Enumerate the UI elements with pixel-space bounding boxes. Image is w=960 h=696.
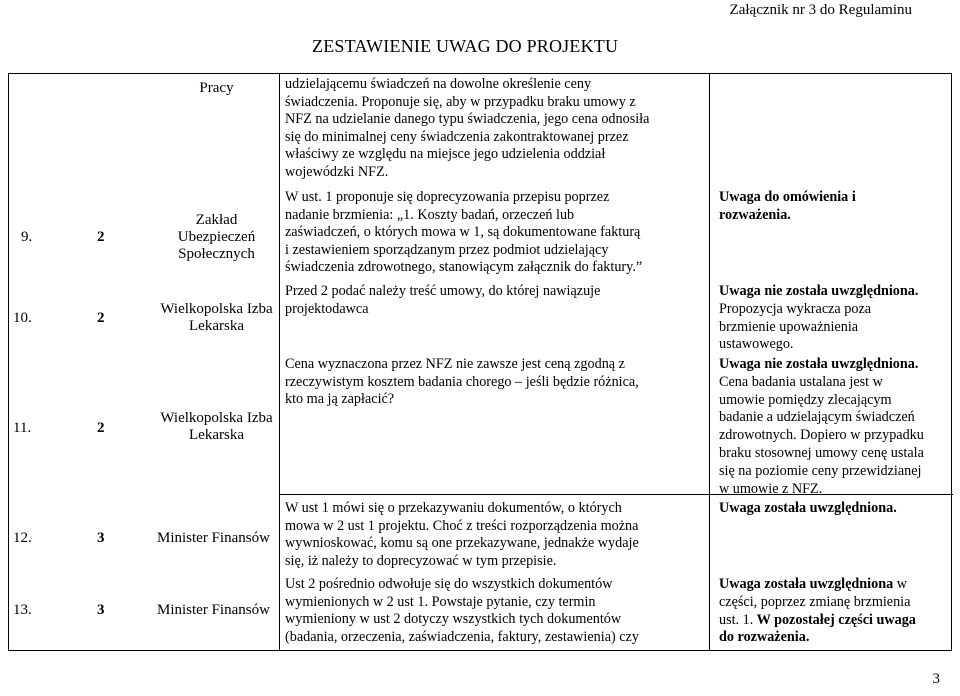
attachment-label: Załącznik nr 3 do Regulaminu [729, 2, 912, 18]
response-bold: W pozostałej części uwaga [753, 611, 916, 628]
org-cell [159, 212, 274, 263]
comment-line: się do minimalnej ceny świadczenia zakontraktowanej przez [285, 128, 629, 145]
row-number: 11. [13, 420, 32, 436]
comment-line: wymieniony w ust 2 dotyczy wszystkich tych dokumentów [285, 611, 622, 628]
org-cell [159, 301, 274, 335]
row-number: 13. [13, 602, 32, 618]
comment-line: i zestawieniem sporządzanym przez podmiot udzielający [285, 241, 609, 258]
response-line: Uwaga została uwzględniona. [719, 500, 897, 516]
response-line [719, 594, 955, 612]
paragraph-number: 2 [97, 420, 105, 436]
comment-cell [285, 356, 705, 409]
response-line [719, 576, 955, 594]
response-cell [719, 356, 957, 498]
response-line: Uwaga do omówienia i [719, 189, 856, 205]
comment-line: projektodawca [285, 300, 369, 317]
comment-line: nadanie brzmienia: „1. Koszty badań, orzeczeń lub [285, 206, 575, 223]
paragraph-number: 2 [97, 229, 105, 245]
row-number: 10. [13, 310, 32, 326]
comment-cell [285, 576, 705, 646]
response-line: ustawowego. [719, 336, 794, 353]
comment-line: (badania, orzeczenia, zaświadczenia, faktury, zestawienia) czy [285, 628, 639, 645]
comment-line: W ust 1 mówi się o przekazywaniu dokumentów, o których [285, 500, 622, 516]
response-line [719, 612, 955, 630]
comment-cell [285, 189, 705, 277]
org-line: Minister Finansów [157, 602, 270, 618]
response-cell [719, 500, 949, 518]
org-line: Zakład [195, 212, 238, 228]
org-cell [159, 410, 274, 444]
comment-line: Cena wyznaczona przez NFZ nie zawsze jest ceną zgodną z [285, 356, 625, 372]
response-line: Propozycja wykracza poza [719, 300, 872, 317]
response-line: Uwaga nie została uwzględniona. [719, 283, 919, 299]
response-line: Uwaga nie została uwzględniona. [719, 356, 919, 372]
row-divider [279, 494, 953, 495]
page-number: 3 [932, 671, 940, 687]
response-bold: Uwaga została uwzględniona [719, 576, 894, 592]
comment-line: wymienionych w 2 ust 1. Powstaje pytanie, czy termin [285, 593, 596, 610]
org-line: Społecznych [178, 246, 255, 262]
comment-cell [285, 76, 705, 182]
response-bold: do rozważenia. [719, 629, 810, 646]
org-line: Wielkopolska Izba [160, 301, 273, 317]
org-line: Lekarska [189, 318, 244, 334]
comment-line: świadczenia zdrowotnego, stanowiącym załącznik do faktury.” [285, 259, 643, 276]
org-line: Minister Finansów [157, 530, 270, 546]
response-line: Cena badania ustalana jest w [719, 373, 883, 390]
org-cell [157, 602, 277, 620]
row-number: 12. [13, 530, 32, 546]
paragraph-number: 3 [97, 530, 105, 546]
response-text: w [893, 576, 907, 592]
comment-line: właściwy ze względu na miejsce jego udzielenia oddział [285, 146, 606, 163]
response-line [719, 629, 955, 647]
org-cell: Pracy [199, 80, 234, 96]
comment-line: W ust. 1 proponuje się doprecyzowania przepisu poprzez [285, 189, 610, 205]
comment-line: udzielającemu świadczeń na dowolne określenie ceny [285, 76, 592, 92]
comment-line: Ust 2 pośrednio odwołuje się do wszystkich dokumentów [285, 576, 613, 592]
response-text: ust. 1. [719, 611, 754, 628]
response-cell [719, 283, 954, 354]
comment-line: mowa w 2 ust 1 projektu. Choć z treści rozporządzenia można [285, 517, 639, 534]
response-line: w umowie z NFZ. [719, 480, 823, 497]
response-line: braku stosownej umowy cenę ustala [719, 444, 924, 461]
org-line: Wielkopolska Izba [160, 410, 273, 426]
comment-line: kto ma ją zapłacić? [285, 391, 395, 408]
org-line: Ubezpieczeń [177, 229, 256, 245]
response-cell [719, 189, 949, 225]
comment-cell [285, 500, 705, 570]
comment-line: świadczenia. Proponuje się, aby w przypadku braku umowy z [285, 93, 636, 110]
comment-line: rzeczywistym kosztem badania chorego – jeśli będzie różnica, [285, 373, 639, 390]
comment-line: wywnioskować, komu są one przekazywane, jednakże wydaje [285, 535, 639, 552]
response-line: zdrowotnych. Dopiero w przypadku [719, 427, 924, 444]
org-cell [157, 530, 277, 548]
response-line: się na poziomie ceny przewidzianej [719, 462, 922, 479]
comment-cell [285, 283, 705, 318]
row-number: 9. [21, 229, 33, 245]
remarks-table [8, 73, 952, 651]
comment-line: wojewódzki NFZ. [285, 163, 389, 180]
column-divider [709, 74, 710, 650]
response-line: rozważenia. [719, 206, 791, 223]
response-line: badanie a udzielającym świadczeń [719, 409, 915, 426]
paragraph-number: 2 [97, 310, 105, 326]
paragraph-number: 3 [97, 602, 105, 618]
response-line: umowie pomiędzy zlecającym [719, 391, 892, 408]
response-line: brzmienie upoważnienia [719, 318, 859, 335]
comment-line: Przed 2 podać należy treść umowy, do której nawiązuje [285, 283, 601, 299]
document-title: ZESTAWIENIE UWAG DO PROJEKTU [312, 36, 619, 56]
comment-line: zaświadczeń, o których mowa w 1, są dokumentowane fakturą [285, 224, 641, 241]
response-cell [719, 576, 955, 647]
column-divider [279, 74, 280, 650]
comment-line: NFZ na udzielanie danego typu świadczenia, jego cena odnosiła [285, 111, 650, 128]
response-text: części, poprzez zmianę brzmienia [719, 593, 911, 610]
org-line: Lekarska [189, 427, 244, 443]
comment-line: się, iż należy to doprecyzować w tym przepisie. [285, 552, 557, 569]
